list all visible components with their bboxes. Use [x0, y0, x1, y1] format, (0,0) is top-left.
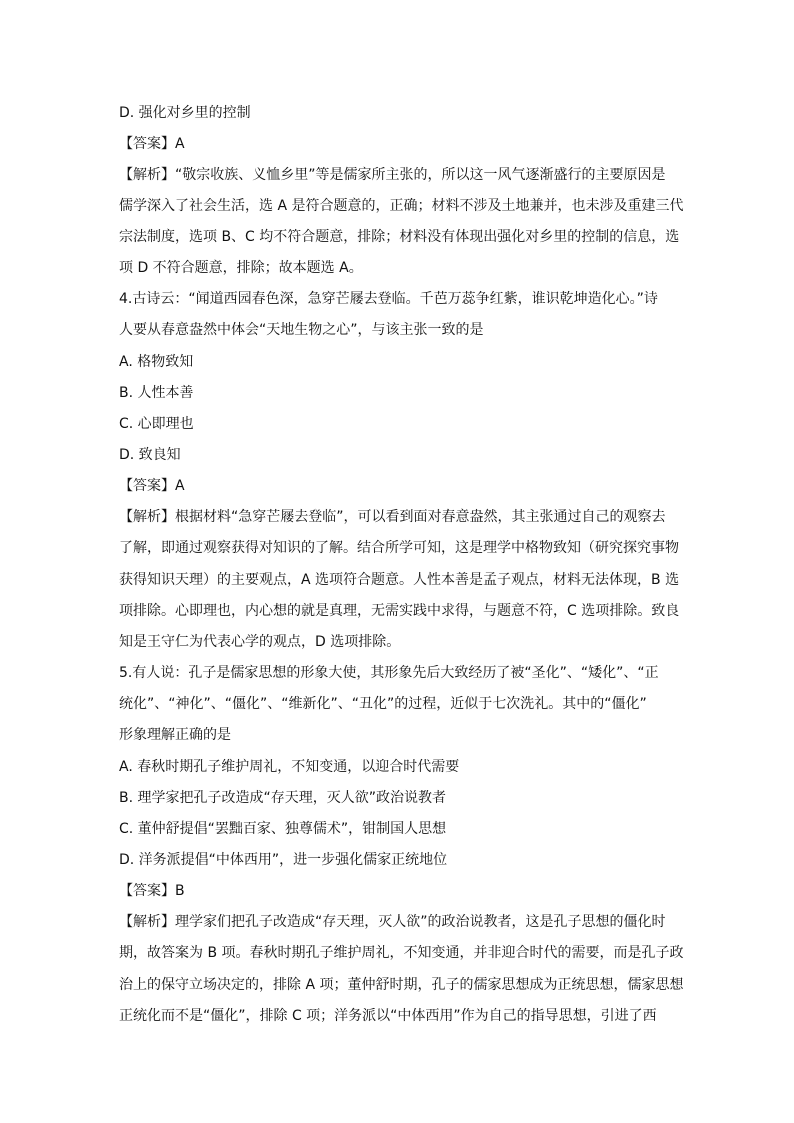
option-b-q5: B. 理学家把孔子改造成“存天理，灭人欲”政治说教者 [119, 790, 447, 806]
analysis-q4-line-1: 【解析】根据材料“急穿芒屦去登临”，可以看到面对春意盎然，其主张通过自己的观察去 [119, 509, 666, 525]
analysis-q3-line-3: 宗法制度，选项 B、C 均不符合题意，排除；材料没有体现出强化对乡里的控制的信息，选 [119, 229, 680, 245]
option-d-q3: D. 强化对乡里的控制 [119, 105, 251, 121]
analysis-q5-line-2: 期，故答案为 B 项。春秋时期孔子维护周礼，不知变通，并非迎合时代的需要，而是孔子政 [119, 945, 684, 961]
analysis-q5-line-3: 治上的保守立场决定的，排除 A 项；董仲舒时期，孔子的儒家思想成为正统思想，儒家思想 [119, 977, 684, 993]
analysis-q4-line-5: 知是王守仁为代表心学的观点，D 选项排除。 [119, 634, 401, 650]
question-5-line-3: 形象理解正确的是 [119, 727, 231, 743]
option-d-q4: D. 致良知 [119, 447, 181, 463]
analysis-q5-line-1: 【解析】理学家们把孔子改造成“存天理，灭人欲”的政治说教者，这是孔子思想的僵化时 [119, 914, 666, 930]
answer-q4: 【答案】A [119, 478, 185, 494]
question-5-line-2: 统化”、“神化”、“僵化”、“维新化”、“丑化”的过程，近似于七次洗礼。其中的“僵化” [119, 696, 647, 712]
analysis-q3-line-4: 项 D 不符合题意，排除；故本题选 A。 [119, 260, 363, 276]
option-a-q5: A. 春秋时期孔子维护周礼，不知变通，以迎合时代需要 [119, 759, 460, 775]
question-4-line-1: 4.古诗云：“闻道西园春色深，急穿芒屦去登临。千芭万蕊争红紫，谁识乾坤造化心。”诗 [119, 291, 658, 307]
analysis-q4-line-3: 获得知识天理）的主要观点，A 选项符合题意。人性本善是孟子观点，材料无法体现，B 选 [119, 572, 680, 588]
option-d-q5: D. 洋务派提倡“中体西用”，进一步强化儒家正统地位 [119, 852, 448, 868]
analysis-q3-line-1: 【解析】“敬宗收族、义恤乡里”等是儒家所主张的，所以这一风气逐渐盛行的主要原因是 [119, 167, 666, 183]
analysis-q4-line-2: 了解，即通过观察获得对知识的了解。结合所学可知，这是理学中格物致知（研究探究事物 [119, 540, 679, 556]
option-b-q4: B. 人性本善 [119, 385, 194, 401]
option-a-q4: A. 格物致知 [119, 354, 194, 370]
answer-q5: 【答案】B [119, 883, 185, 899]
question-4-line-2: 人要从春意盎然中体会“天地生物之心”，与该主张一致的是 [119, 322, 484, 338]
question-5-line-1: 5.有人说：孔子是儒家思想的形象大使，其形象先后大致经历了被“圣化”、“矮化”、“正 [119, 665, 659, 681]
analysis-q5-line-4: 正统化而不是“僵化”，排除 C 项；洋务派以“中体西用”作为自己的指导思想，引进了西 [119, 1008, 657, 1024]
analysis-q4-line-4: 项排除。心即理也，内心想的就是真理，无需实践中求得，与题意不符，C 选项排除。致良 [119, 603, 680, 619]
option-c-q4: C. 心即理也 [119, 416, 194, 432]
answer-q3: 【答案】A [119, 136, 185, 152]
option-c-q5: C. 董仲舒提倡“罢黜百家、独尊儒术”，钳制国人思想 [119, 821, 447, 837]
analysis-q3-line-2: 儒学深入了社会生活，选 A 是符合题意的，正确；材料不涉及土地兼并，也未涉及重建三代 [119, 198, 684, 214]
